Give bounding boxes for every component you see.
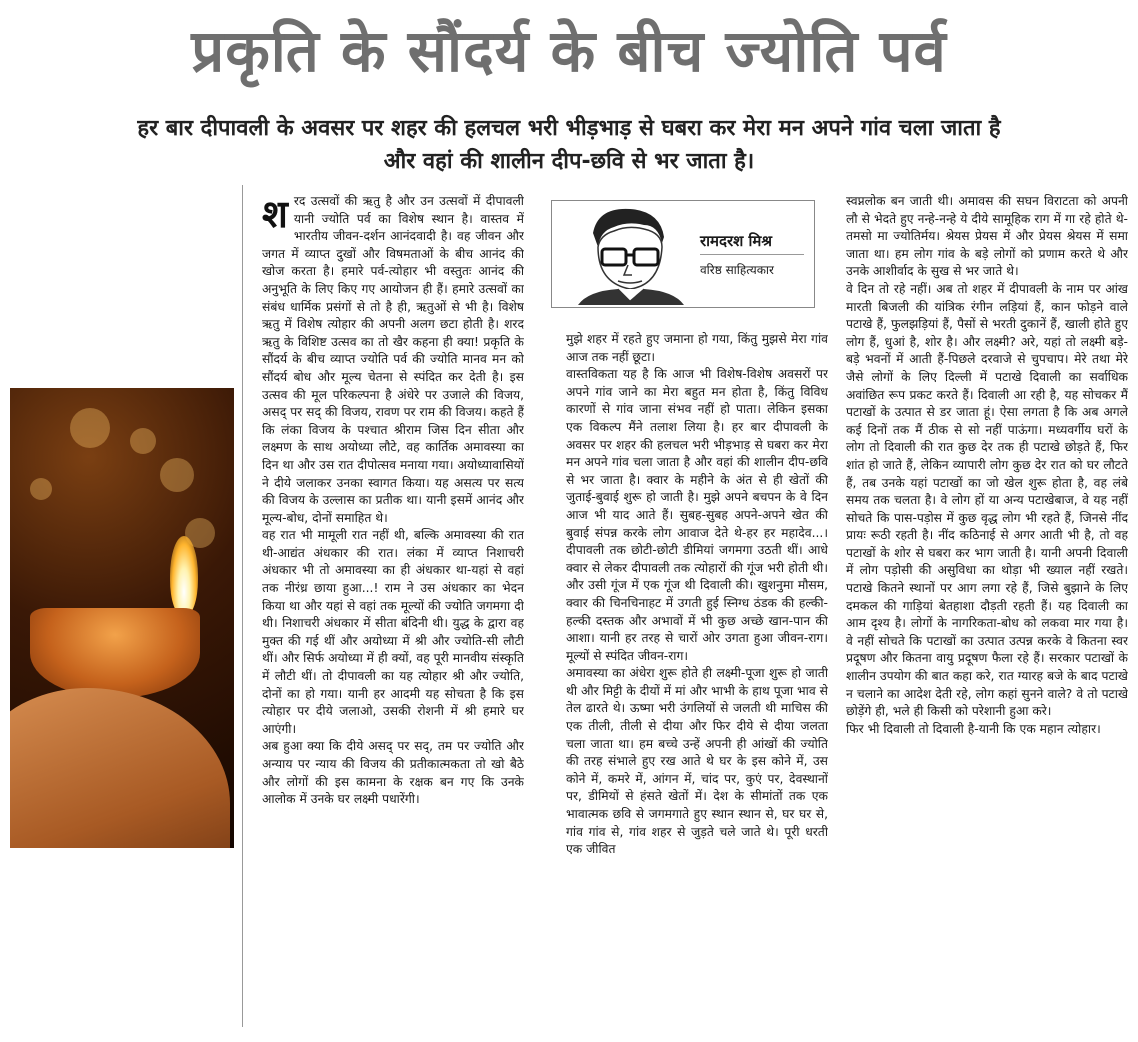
drop-cap: श — [262, 193, 288, 236]
paragraph: रद उत्सवों की ऋतु है और उन उत्सवों में दीपावली यानी ज्योति पर्व का विशेष स्थान है। वास्तव में भारतीय जीवन-दर्शन आनंदवादी है। वह जीवन और जगत में व्याप्त दुखों और विषमताओं के बीच आनंद की खोज करता है। हमारे पर्व-त्योहार भी वस्तुतः आनंद की अनुभूति के लिए किए गए आयोजन ही हैं। हमारे उत्सवों का संबंध धार्मिक प्रसंगों से तो है ही, ऋतुओं से भी है। विशेष ऋतु में विशेष त्योहार की अपनी अलग छटा होती है। शरद ऋतु के विशिष्ट उत्सव का तो खैर कहना ही क्या! प्रकृति के सौंदर्य के बीच व्याप्त ज्योति पर्व की ज्योति मानव मन को सौंदर्य बोध और मूल्य चेतना से स्पंदित कर देती है। इस उत्सव की मूल परिकल्पना है अंधेरे पर उजाले की विजय, असद् पर सद् की विजय, रावण पर राम की विजय। कहते हैं कि लंका विजय के पश्चात श्रीराम जिस दिन सीता और लक्ष्मण के साथ अयोध्या लौटे, वह कार्तिक अमावस्या का दिन था और उस रात दीपोत्सव मनाया गया। अयोध्यावासियों ने दीये जलाकर उनका स्वागत किया। यह असत्य पर सत्य की विजय के उल्लास का प्रतीक था। यानी इसमें आनंद और मूल्य-बोध, दोनों समाहित थे। — [262, 194, 524, 525]
article-column-2 — [566, 331, 828, 1031]
author-box — [551, 200, 815, 308]
paragraph: वास्तविकता यह है कि आज भी विशेष-विशेष अवसरों पर अपने गांव जाने का मेरा बहुत मन होता है, किंतु विविध कारणों से गांव जाना संभव नहीं हो पाता। लेकिन इसका एक विकल्प मैंने तलाश लिया है। हर बार दीपावली के अवसर पर शहर की हलचल भरी भीड़भाड़ से घबरा कर मेरा मन अपने गांव चला जाता है और वहां की शालीन दीप-छवि से भर जाता है। क्वार के महीने के अंत से ही खेतों की जुताई-बुवाई शुरू हो जाती है। मुझे अपने बचपन के वे दिन आज भी याद आते हैं। सुबह-सुबह अपने-अपने खेत की बुवाई संपन्न करके लोग आवाज देते थे-हर हर महादेव...। दीपावली तक छोटी-छोटी डीमियां जगमगा उठती थीं। आधे क्वार से लेकर दीपावली तक त्योहारों की गूंज भरी होती थी। और उसी गूंज में एक गूंज थी दिवाली की। खुशनुमा मौसम, क्वार की चिनचिनाहट में उगती हुई स्निग्ध ठंडक की हल्की-हल्की दस्तक और अभावों में भी कुछ अच्छे खान-पान की आशा। यानी हर तरह से चारों ओर उगता हुआ जीवन-राग। मूल्यों से स्पंदित जीवन-राग। — [566, 367, 828, 663]
flame-icon — [170, 536, 198, 616]
column-divider — [242, 185, 243, 1027]
paragraph: वह रात भी मामूली रात नहीं थी, बल्कि अमावस्या की रात थी-आद्यंत अंधकार की रात। लंका में व्याप्त निशाचरी अंधकार भी तो अमावस्या का ही अंधकार था-यहां से वहां तक नीरंध्र छाया हुआ...! राम ने उस अंधकार का भेदन किया था और यहां से वहां तक मूल्यों की ज्योति जगमगा दी थी। निशाचरी अंधकार में सीता बंदिनी थी। युद्ध के द्वारा वह मुक्त की गई थीं और अयोध्या में श्री और ज्योति-सी लौटी थीं। और सिर्फ अयोध्या में ही क्यों, वह पूरी मानवीय संस्कृति में लौटी थीं। तो दीपावली का यह त्योहार श्री और ज्योति, दोनों का हो गया। यानी हर आदमी यह सोचता है कि इस त्योहार पर दीये जलाओ, उसकी रोशनी में श्री हमारे घर आएंगी। — [262, 528, 524, 736]
subheadline-line-1: हर बार दीपावली के अवसर पर शहर की हलचल भरी भीड़भाड़ से घबरा कर मेरा मन अपने गांव चला जाता है — [137, 116, 1001, 141]
subheadline — [40, 112, 1098, 178]
paragraph: अमावस्या का अंधेरा शुरू होते ही लक्ष्मी-पूजा शुरू हो जाती थी और मिट्टी के दीयों में मां और भाभी के हाथ पूजा भाव से तेल ढारते थे। ऊष्मा भरी उंगलियों से जलती थी माचिस की एक तीली, तीली से दीया और फिर दीये से दीया जलता चला जाता था। हम बच्चे उन्हें अपनी ही आंखों की ज्योति की तरह संभाले हुए रख आते थे घर के इस कोने में, उस कोने में, कमरे में, आंगन में, चांद पर, कुएं पर, देवस्थानों पर, डीमियों से हंसते खेतों में। देश के सीमांतों तक एक भावात्मक छवि से जगमगाते हुए स्थान स्थान से, घर घर से, गांव गांव से, गांव शहर से जुड़ते चले जाते थे। पूरी धरती एक जीवित — [566, 666, 828, 857]
author-portrait-icon — [558, 203, 698, 305]
subheadline-line-2: और वहां की शालीन दीप-छवि से भर जाता है। — [383, 149, 755, 174]
author-divider — [700, 254, 804, 255]
article-column-1 — [262, 193, 524, 1033]
diya-photo — [10, 388, 234, 848]
paragraph: वे दिन तो रहे नहीं। अब तो शहर में दीपावली के नाम पर आंख मारती बिजली की यांत्रिक रंगीन लड़ियां हैं, कान फोड़ने वाले पटाखे हैं, फुलझड़ियां हैं, पैसों से भरती दुकानें हैं, खाली होते हुए लोग हैं, धुआं है, शोर है। और लक्ष्मी? अरे, यहां तो लक्ष्मी बड़े-बड़े भवनों में आती हैं-पिछले दरवाजे से चुपचाप। मेरे तथा मेरे जैसे लोगों के लिए दिल्ली में पटाखे दिवाली का सर्वाधिक अवांछित रूप प्रकट करते हैं। दिवाली आ रही है, यह सोचकर मैं पटाखों के उत्पात से डर जाता हूं। ऐसा लगता है कि अब अगले कई दिनों तक मैं ठीक से सो नहीं पाऊंगा। मध्यवर्गीय घरों के लोग तो दिवाली की रात कुछ देर तक ही पटाखे छोड़ते हैं, फिर शांत हो जाते हैं, लेकिन व्यापारी लोग कुछ देर रात को घर लौटते हैं, तब उनके यहां पटाखों का जो खेल शुरू होता है, वह लंबे समय तक चलता है। वे लोग हों या अन्य पटाखेबाज, वे यह नहीं सोचते कि पास-पड़ोस में कुछ वृद्ध लोग भी रहते हैं, जिनसे नींद प्रायः रूठी रहती है। नींद कठिनाई से अगर आती भी है, तो वह पटाखों के शोर से घबरा कर भाग जाती है। यानी अपनी दिवाली में लोग पड़ोसी की असुविधा का थोड़ा भी ख्याल नहीं रखते। पटाखे कितने स्थानों पर आग लगा रहे हैं, जिसे बुझाने के लिए दमकल की गाड़ियां बेतहाशा दौड़ती रहती हैं। यह दिवाली का आम दृश्य है। लोगों के नागरिकता-बोध को लकवा मार गया है। वे नहीं सोचते कि पटाखों का उत्पात उत्पन्न करके वे कितना स्वर प्रदूषण और कितना वायु प्रदूषण फैला रहे हैं। सरकार पटाखों के शालीन उपयोग की बात कहा करे, रात ग्यारह बजे के बाद पटाखे न चलाने का आदेश देती रहे, लोग कहां सुनने वाले? वे तो पटाखे छोड़ेंगे ही, भले ही किसी को परेशानी हुआ करे। — [846, 281, 1128, 719]
author-name: रामदरश मिश्र — [700, 232, 772, 250]
paragraph: अब हुआ क्या कि दीये असद् पर सद्, तम पर ज्योति और अन्याय पर न्याय की विजय की प्रतीकात्मकता तो खो बैठे और लोगों की इस कामना के रक्षक बन गए कि उनके आलोक में उनके घर लक्ष्मी पधारेंगी। — [262, 739, 524, 807]
article-column-3 — [846, 193, 1128, 1033]
author-role: वरिष्ठ साहित्यकार — [700, 263, 774, 277]
paragraph: स्वप्नलोक बन जाती थी। अमावस की सघन विराटता को अपनी लौ से भेदते हुए नन्हे-नन्हे ये दीये सामूहिक राग में गा रहे होते थे-तमसो मा ज्योतिर्मय। श्रेयस प्रेयस में और प्रेयस श्रेयस में समा जाता था। हम लोग गांव के बड़े लोगों को प्रणाम करते थे और उनके आशीर्वाद के सुख से भर जाते थे। — [846, 194, 1128, 279]
paragraph: फिर भी दिवाली तो दिवाली है-यानी कि एक महान त्योहार। — [846, 721, 1101, 736]
paragraph: मुझे शहर में रहते हुए जमाना हो गया, किंतु मुझसे मेरा गांव आज तक नहीं छूटा। — [566, 332, 828, 364]
headline: प्रकृति के सौंदर्य के बीच ज्योति पर्व — [191, 17, 947, 85]
